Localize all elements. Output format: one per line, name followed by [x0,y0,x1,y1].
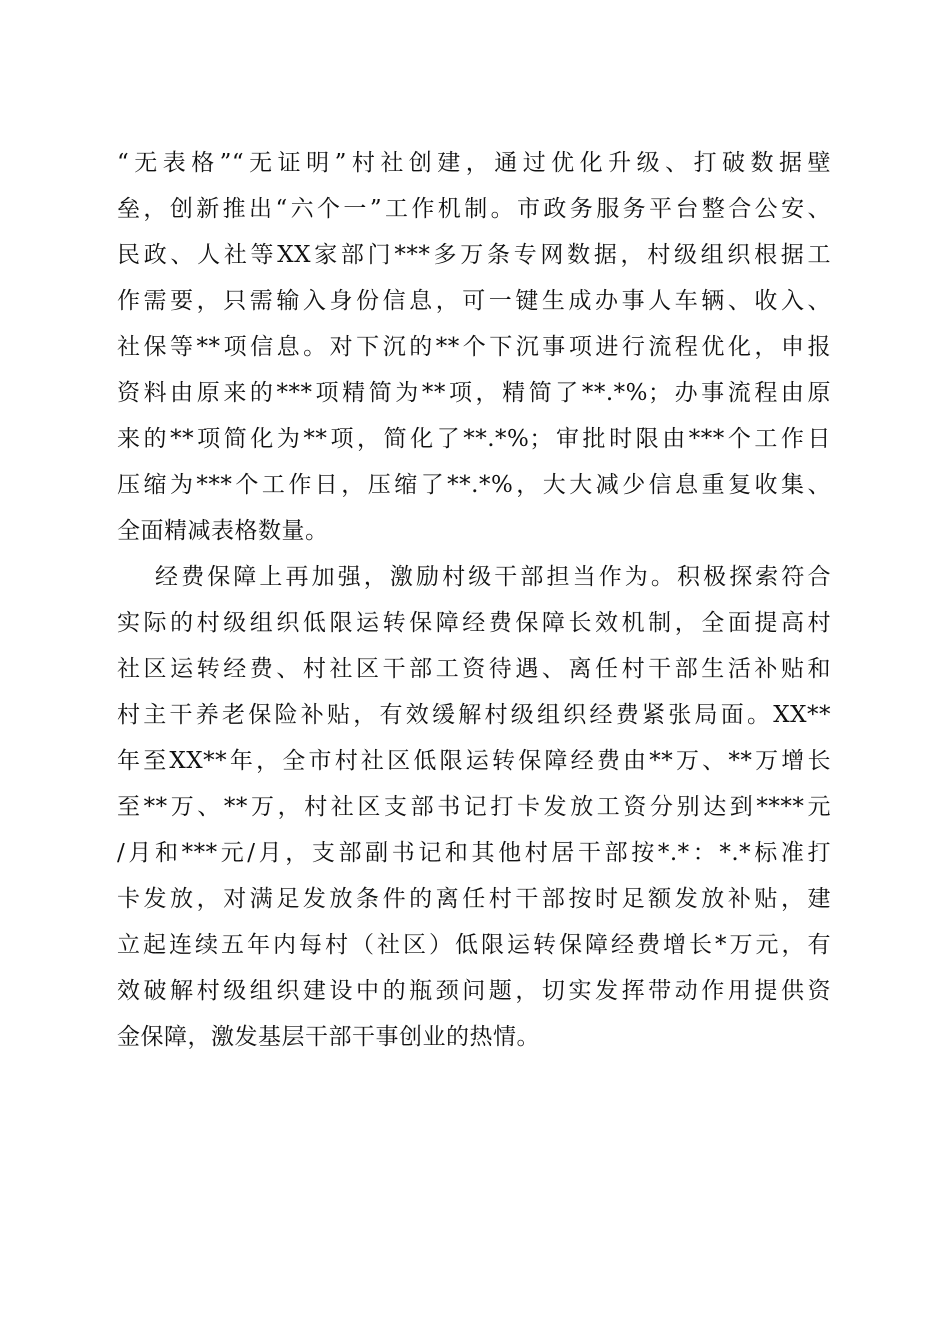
text-line: 经费保障上再加强，激励村级干部担当作为。积极探索符合 [155,564,831,590]
text-line: 至**万、**万，村社区支部书记打卡发放工资分别达到****元 [117,794,831,820]
text-line: 社保等**项信息。对下沉的**个下沉事项进行流程优化，申报 [117,334,831,360]
paragraph-2 [117,554,831,1060]
text-line: 全面精减表格数量。 [117,518,329,544]
text-line: 卡发放，对满足发放条件的离任村干部按时足额发放补贴，建 [117,886,831,912]
paragraph-1 [117,140,831,554]
text-line: 年至XX**年，全市村社区低限运转保障经费由**万、**万增长 [117,748,831,774]
text-line: 村主干养老保险补贴，有效缓解村级组织经费紧张局面。XX** [117,702,831,728]
text-line: 立起连续五年内每村（社区）低限运转保障经费增长*万元，有 [117,932,831,958]
text-line: 民政、人社等XX家部门***多万条专网数据，村级组织根据工 [117,242,831,268]
text-line: “无表格”“无证明”村社创建，通过优化升级、打破数据壁 [117,150,831,176]
text-line: 社区运转经费、村社区干部工资待遇、离任村干部生活补贴和 [117,656,831,682]
text-line: 来的**项简化为**项，简化了**.*%；审批时限由***个工作日 [117,426,831,452]
document-body [117,140,831,1060]
text-line: 资料由原来的***项精简为**项，精简了**.*%；办事流程由原 [117,380,831,406]
text-line: 压缩为***个工作日，压缩了**.*%，大大减少信息重复收集、 [117,472,831,498]
text-line: 金保障，激发基层干部干事创业的热情。 [117,1024,540,1050]
text-line: /月和***元/月，支部副书记和其他村居干部按*.*：*.*标准打 [117,840,831,866]
text-line: 实际的村级组织低限运转保障经费保障长效机制，全面提高村 [117,610,831,636]
text-line: 效破解村级组织建设中的瓶颈问题，切实发挥带动作用提供资 [117,978,831,1004]
text-line: 垒，创新推出“六个一”工作机制。市政务服务平台整合公安、 [117,196,831,222]
text-line: 作需要，只需输入身份信息，可一键生成办事人车辆、收入、 [117,288,831,314]
